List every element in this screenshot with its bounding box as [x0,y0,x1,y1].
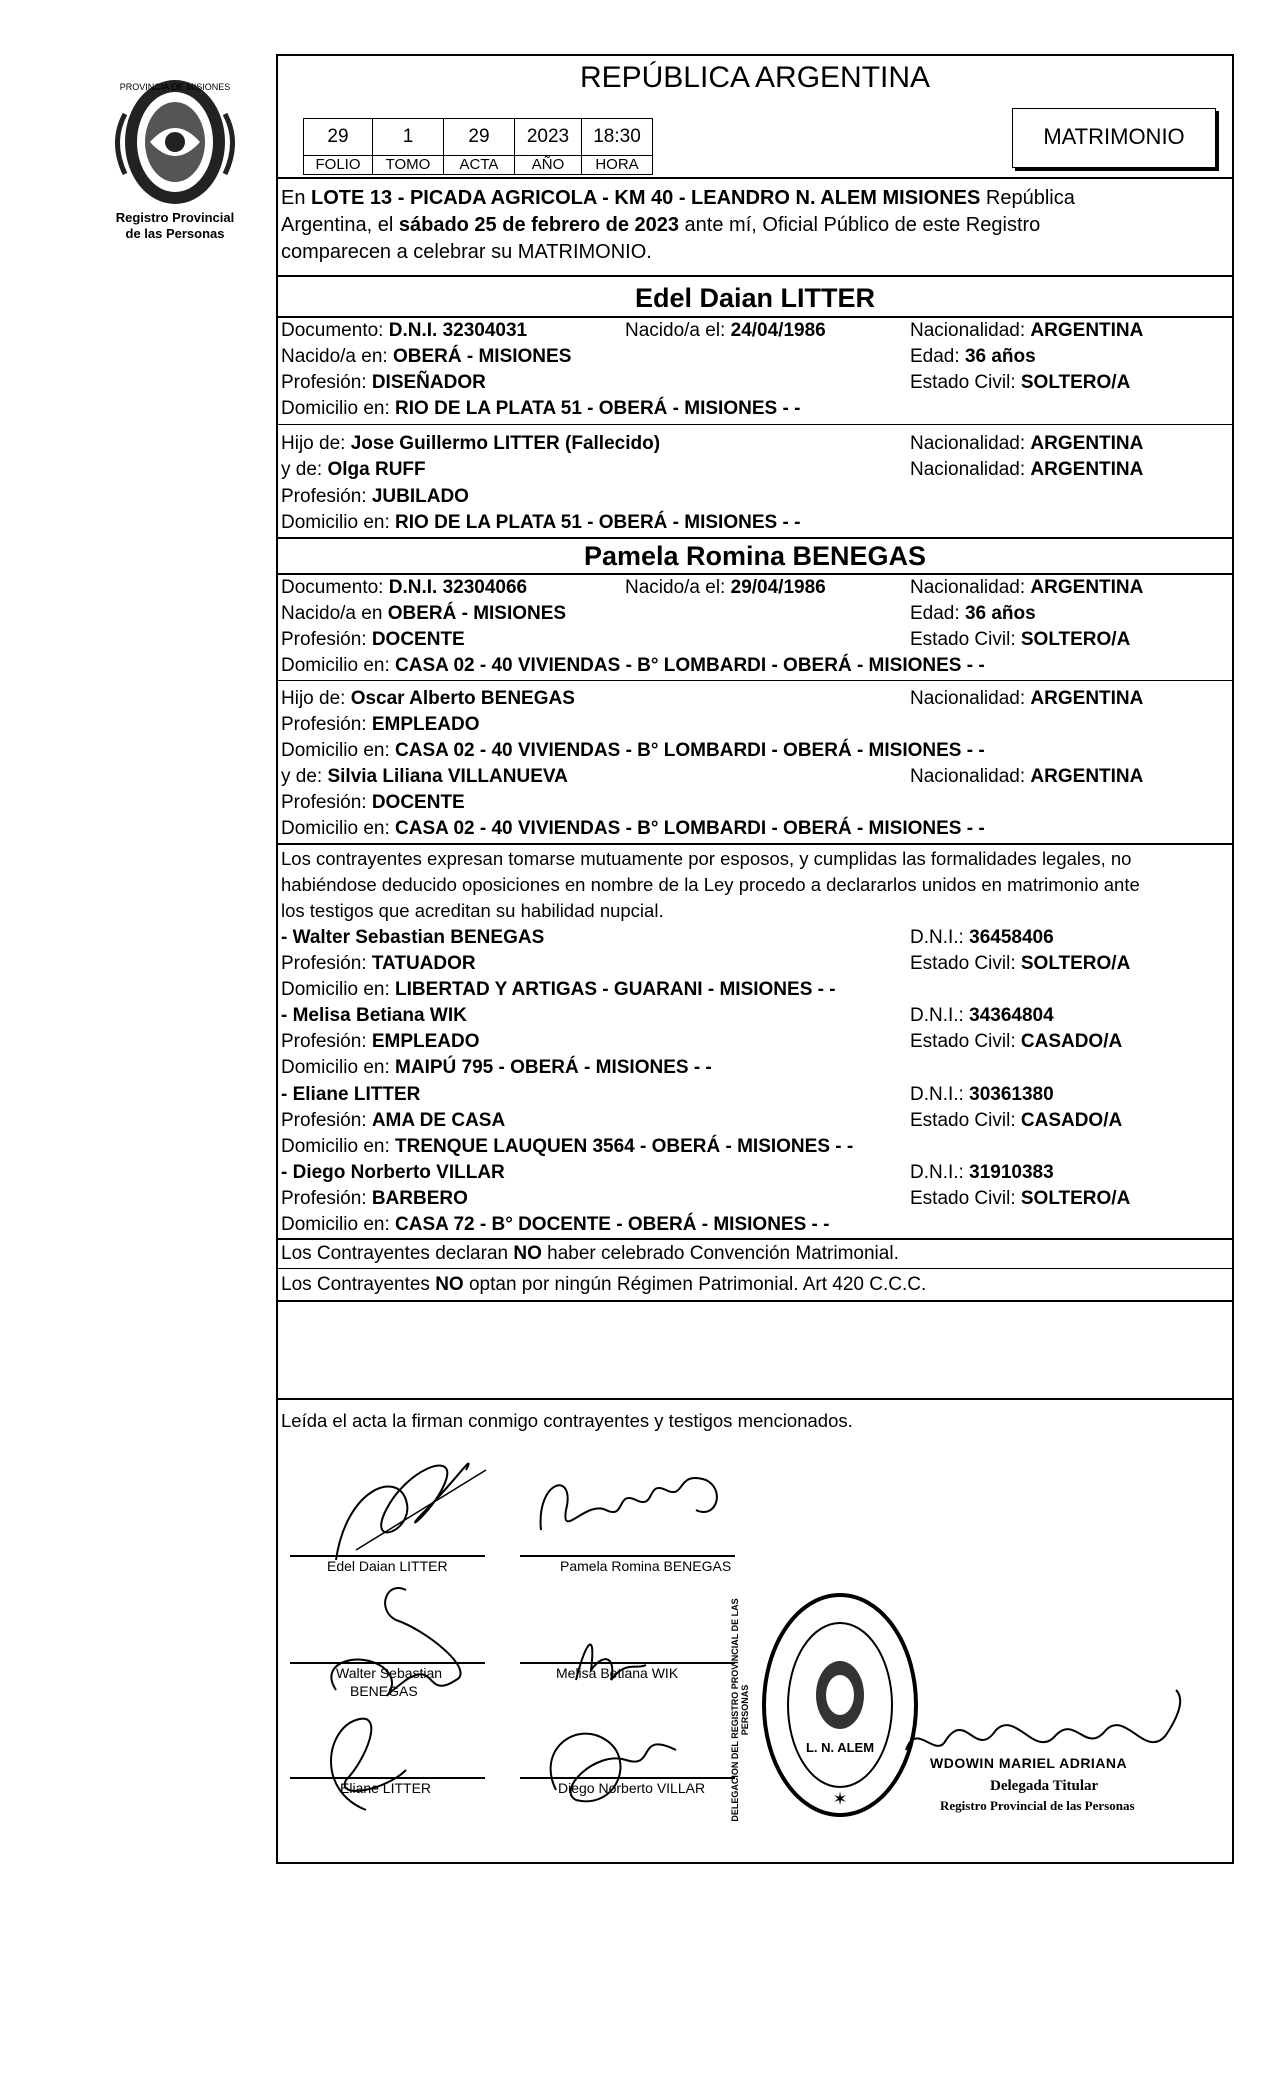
divider [276,843,1234,845]
sig-label-5: Eliane LITTER [340,1780,432,1796]
declaration-line-1: Los contrayentes expresan tomarse mutuamente por esposos, y cumplidas las formalidades legales, no [281,848,1132,869]
spouse2-profession: Profesión: DOCENTE [281,629,465,650]
spouse2-mother: y de: Silvia Liliana VILLANUEVA [281,766,568,787]
witness-name: - Eliane LITTER [281,1084,421,1105]
country-title: REPÚBLICA ARGENTINA [579,61,931,94]
witness-address: Domicilio en: CASA 72 - B° DOCENTE - OBERÁ - MISIONES - - [281,1214,830,1235]
seal-text: PROVINCIA DE MISIONES [119,82,231,92]
sigline-4 [520,1662,735,1664]
spouse2-father-address: Domicilio en: CASA 02 - 40 VIVIENDAS - B° LOMBARDI - OBERÁ - MISIONES - - [281,740,985,761]
convention-line-1: Los Contrayentes declaran NO haber celebrado Convención Matrimonial. [281,1243,899,1264]
spouse1-civil-status: Estado Civil: SOLTERO/A [910,372,1131,393]
official-name: WDOWIN MARIEL ADRIANA [930,1755,1128,1771]
declaration-line-3: los testigos que acreditan su habilidad nupcial. [281,900,664,921]
divider [276,537,1234,539]
signature-eliane [331,1719,406,1810]
witness-civil-status: Estado Civil: CASADO/A [910,1031,1123,1052]
closing-text: Leída el acta la firman conmigo contrayentes y testigos mencionados. [281,1410,853,1431]
divider [276,177,1234,179]
spouse1-mother: y de: Olga RUFF [281,459,426,480]
doc-type: MATRIMONIO [1043,124,1185,149]
spouse2-birthplace: Nacido/a en OBERÁ - MISIONES [281,603,567,624]
sig-label-1: Edel Daian LITTER [327,1558,448,1574]
spouse2-document: Documento: D.N.I. 32304066 [281,577,528,598]
declaration-line-2: habiéndose deducido oposiciones en nombre de la Ley procedo a declararlos unidos en matrimonio ante [281,874,1140,895]
witness-profession: Profesión: TATUADOR [281,953,476,974]
witness-dni: D.N.I.: 30361380 [910,1084,1054,1105]
spouse2-birthdate: Nacido/a el: 29/04/1986 [625,577,826,598]
witness-name: - Walter Sebastian BENEGAS [281,927,545,948]
record-acta: 29 [443,118,515,156]
spouse1-mother-nationality: Nacionalidad: ARGENTINA [910,459,1144,480]
logo-caption-2: de las Personas [125,226,225,241]
witness-address: Domicilio en: MAIPÚ 795 - OBERÁ - MISIONES - - [281,1057,712,1078]
registry-stamp-icon [760,1590,920,1820]
record-year: 2023 [514,118,582,156]
spouse1-age: Edad: 36 años [910,346,1036,367]
divider [276,573,1234,575]
spouse2-father: Hijo de: Oscar Alberto BENEGAS [281,688,575,709]
witness-name: - Melisa Betiana WIK [281,1005,467,1026]
witness-profession: Profesión: AMA DE CASA [281,1110,506,1131]
witness-civil-status: Estado Civil: SOLTERO/A [910,953,1131,974]
label-tomo: TOMO [372,155,444,175]
stamp-center: L. N. ALEM [805,1740,875,1755]
sig-label-3a: Walter Sebastian [336,1665,443,1681]
divider [276,424,1234,425]
spouse1-address: Domicilio en: RIO DE LA PLATA 51 - OBERÁ - MISIONES - - [281,398,801,419]
witness-civil-status: Estado Civil: SOLTERO/A [910,1188,1131,1209]
signature-edel [336,1464,469,1560]
witness-dni: D.N.I.: 31910383 [910,1162,1054,1183]
sig-label-4: Melisa Betiana WIK [556,1665,679,1681]
spouse2-father-nationality: Nacionalidad: ARGENTINA [910,688,1144,709]
convention-line-2: Los Contrayentes NO optan por ningún Régimen Patrimonial. Art 420 C.C.C. [281,1274,927,1295]
witness-address: Domicilio en: TRENQUE LAUQUEN 3564 - OBERÁ - MISIONES - - [281,1136,854,1157]
sigline-1 [290,1555,485,1557]
divider [276,316,1234,318]
witness-dni: D.N.I.: 34364804 [910,1005,1054,1026]
spouse1-name: Edel Daian LITTER [634,283,876,313]
label-folio: FOLIO [303,155,373,175]
spouse2-father-profession: Profesión: EMPLEADO [281,714,480,735]
registry-logo [100,74,250,214]
label-hour: HORA [581,155,653,175]
label-year: AÑO [514,155,582,175]
sigline-5 [290,1777,485,1779]
signature-pamela [541,1478,717,1530]
official-title: Delegada Titular [990,1778,1099,1794]
intro-line-1: En LOTE 13 - PICADA AGRICOLA - KM 40 - LEANDRO N. ALEM MISIONES República [281,187,1075,209]
spouse1-document: Documento: D.N.I. 32304031 [281,320,528,341]
witness-dni: D.N.I.: 36458406 [910,927,1054,948]
spouse1-father-nationality: Nacionalidad: ARGENTINA [910,433,1144,454]
official-stamp [730,1590,920,1822]
sig-label-6: Diego Norberto VILLAR [558,1780,706,1796]
record-tomo: 1 [372,118,444,156]
witness-profession: Profesión: EMPLEADO [281,1031,480,1052]
logo-caption-1: Registro Provincial [115,210,235,225]
stamp-text: DELEGACION DEL REGISTRO PROVINCIAL DE LAS PERSONAS [730,1598,750,1822]
witness-name: - Diego Norberto VILLAR [281,1162,505,1183]
divider [276,1398,1234,1400]
witness-address: Domicilio en: LIBERTAD Y ARTIGAS - GUARANI - MISIONES - - [281,979,836,1000]
witness-civil-status: Estado Civil: CASADO/A [910,1110,1123,1131]
intro-line-3: comparecen a celebrar su MATRIMONIO. [281,241,652,263]
spouse2-civil-status: Estado Civil: SOLTERO/A [910,629,1131,650]
spouse1-birthplace: Nacido/a en: OBERÁ - MISIONES [281,346,572,367]
divider [276,680,1234,681]
divider [276,1268,1234,1269]
sig-label-2: Pamela Romina BENEGAS [560,1558,732,1574]
spouse1-profession: Profesión: DISEÑADOR [281,372,486,393]
spouse2-age: Edad: 36 años [910,603,1036,624]
spouse1-father: Hijo de: Jose Guillermo LITTER (Fallecido) [281,433,661,454]
label-acta: ACTA [443,155,515,175]
sigline-6 [520,1777,735,1779]
spouse2-name: Pamela Romina BENEGAS [583,541,927,571]
spouse1-parent-address: Domicilio en: RIO DE LA PLATA 51 - OBERÁ - MISIONES - - [281,512,801,533]
spouse1-birthdate: Nacido/a el: 24/04/1986 [625,320,826,341]
sigline-2 [520,1555,735,1557]
spouse2-mother-profession: Profesión: DOCENTE [281,792,465,813]
intro-line-2: Argentina, el sábado 25 de febrero de 2023 ante mí, Oficial Público de este Registro [281,214,1041,236]
sigline-3 [290,1662,485,1664]
spouse1-nationality: Nacionalidad: ARGENTINA [910,320,1144,341]
divider [276,1238,1234,1240]
spouse2-address: Domicilio en: CASA 02 - 40 VIVIENDAS - B° LOMBARDI - OBERÁ - MISIONES - - [281,655,985,676]
spouse2-mother-address: Domicilio en: CASA 02 - 40 VIVIENDAS - B° LOMBARDI - OBERÁ - MISIONES - - [281,818,985,839]
divider [276,1300,1234,1302]
spouse2-mother-nationality: Nacionalidad: ARGENTINA [910,766,1144,787]
spouse1-parent-profession: Profesión: JUBILADO [281,486,469,507]
witness-profession: Profesión: BARBERO [281,1188,468,1209]
official-office: Registro Provincial de las Personas [940,1798,1135,1813]
spouse2-nationality: Nacionalidad: ARGENTINA [910,577,1144,598]
divider [276,275,1234,277]
record-folio: 29 [303,118,373,156]
signature-official [906,1690,1180,1750]
doc-type-box [1012,108,1216,168]
record-hour: 18:30 [581,118,653,156]
sig-label-3b: BENEGAS [350,1683,418,1699]
svg-text:✶: ✶ [832,1789,848,1810]
